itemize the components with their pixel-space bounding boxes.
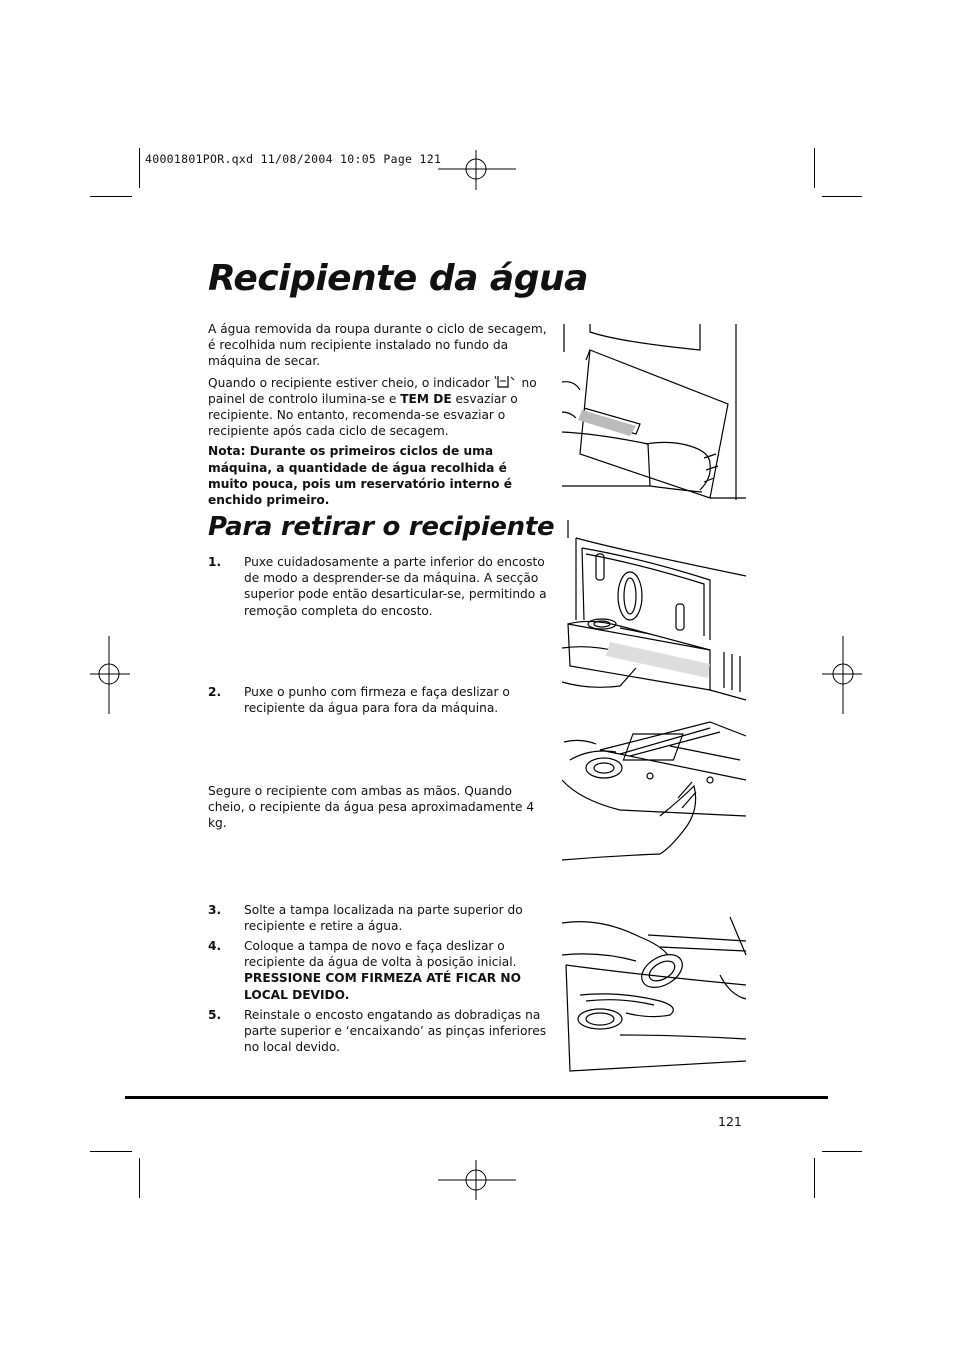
water-container-indicator-icon xyxy=(494,374,518,390)
footer-rule xyxy=(125,1096,828,1099)
intro-paragraph-1: A água removida da roupa durante o ciclo de secagem, é recolhida num recipiente instalado no fundo da máquina de secar. xyxy=(208,322,547,369)
registration-mark-icon xyxy=(438,1160,516,1200)
step-1: 1. Puxe cuidadosamente a parte inferior do encosto de modo a desprender-se da máquina. A secção superior pode então desarticular-se, permitindo a remoção completa do encosto. xyxy=(208,555,547,618)
step-2: 2. Puxe o punho com firmeza e faça deslizar o recipiente da água para fora da máquina. xyxy=(208,685,510,716)
intro-section xyxy=(208,321,548,508)
registration-mark-icon xyxy=(822,636,862,714)
page-title: Recipiente da água xyxy=(208,258,588,299)
intro-note: Nota: Durante os primeiros ciclos de uma máquina, a quantidade de água recolhida é muito pouca, pois um reservatório interno é enchido primeiro. xyxy=(208,444,512,508)
illustration-pull-container xyxy=(560,520,748,702)
step-3: 3. Solte a tampa localizada na parte superior do recipiente e retire a água. xyxy=(208,903,523,934)
section-title: Para retirar o recipiente xyxy=(208,512,555,542)
step-4: 4. Coloque a tampa de novo e faça deslizar o recipiente da água de volta à posição inicial. PRESSIONE COM FIRMEZA ATÉ FICAR NO LOCAL DEVIDO. xyxy=(208,939,521,1002)
page-number: 121 xyxy=(718,1114,742,1129)
registration-mark-icon xyxy=(90,636,130,714)
hold-note: Segure o recipiente com ambas as mãos. Quando cheio, o recipiente da água pesa aproximadamente 4 kg. xyxy=(208,784,535,831)
registration-mark-icon xyxy=(438,150,516,190)
illustration-carry-container xyxy=(560,720,748,870)
intro-paragraph-2: Quando o recipiente estiver cheio, o indicador no painel de controlo ilumina-se e TEM DE esvaziar o recipiente. No entanto, recomenda-se esvaziar o recipiente após cada ciclo de secagem. xyxy=(208,375,537,439)
print-slug: 40001801POR.qxd 11/08/2004 10:05 Page 121 xyxy=(145,152,442,166)
illustration-open-lid xyxy=(560,915,748,1075)
step-5: 5. Reinstale o encosto engatando as dobradiças na parte superior e ‘encaixando’ as pinças inferiores no local devido. xyxy=(208,1008,547,1055)
illustration-remove-plinth xyxy=(560,322,748,502)
